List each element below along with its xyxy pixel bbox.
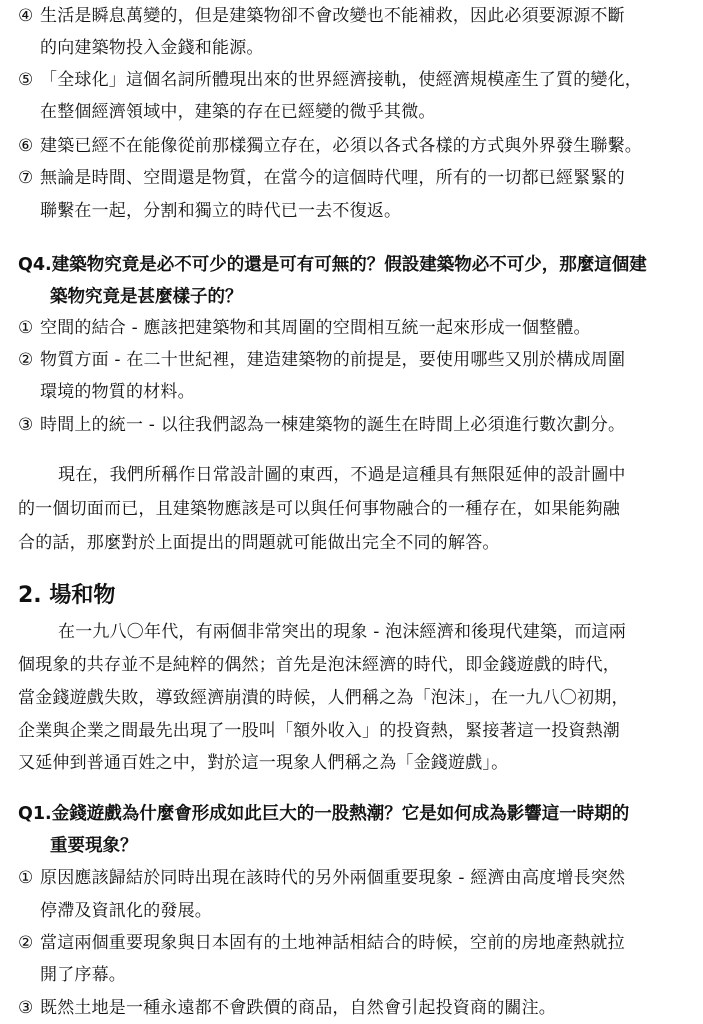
list-item-4 <box>18 4 625 28</box>
q4-item-2 <box>18 348 625 372</box>
question-q4: Q4.建築物究竟是必不可少的還是可有可無的？假設建築物必不可少，那麼這個建 <box>18 255 647 275</box>
list-item-6 <box>18 134 642 158</box>
q1-item-2-cont: 開了序幕。 <box>40 965 126 985</box>
q1-item-1-cont: 停滯及資訊化的發展。 <box>40 901 212 921</box>
item-number: ① <box>18 318 34 338</box>
item-text: 空間的結合 - 應該把建築物和其周圍的空間相互統一起來形成一個整體。 <box>40 318 591 338</box>
question-q1: Q1.金錢遊戲為什麼會形成如此巨大的一股熱潮？它是如何成為影響這一時期的 <box>18 804 630 824</box>
q4-item-3 <box>18 413 625 437</box>
item-text: 「全球化」這個名詞所體現出來的世界經濟接軌，使經濟規模產生了質的變化， <box>40 70 642 90</box>
paragraph-line: 在一九八〇年代，有兩個非常突出的現象 - 泡沫經濟和後現代建築，而這兩 <box>58 622 626 642</box>
paragraph-line: 又延伸到普通百姓之中，對於這一現象人們稱之為「金錢遊戲」。 <box>18 753 509 773</box>
item-number: ① <box>18 868 34 888</box>
list-item-7-cont: 聯繫在一起，分割和獨立的時代已一去不復返。 <box>40 201 402 221</box>
paragraph-line: 企業與企業之間最先出現了一股叫「額外收入」的投資熱，緊接著這一投資熱潮 <box>18 721 620 741</box>
item-text: 既然土地是一種永遠都不會跌價的商品，自然會引起投資商的關注。 <box>40 998 556 1018</box>
q1-item-1 <box>18 866 625 890</box>
q1-item-2 <box>18 931 625 955</box>
list-item-5-cont: 在整個經濟領域中，建築的存在已經變的微乎其微。 <box>40 102 436 122</box>
item-text: 生活是瞬息萬變的，但是建築物卻不會改變也不能補救，因此必須要源源不斷 <box>40 6 625 26</box>
paragraph-line: 個現象的共存並不是純粹的偶然；首先是泡沫經濟的時代，即金錢遊戲的時代， <box>18 655 620 675</box>
item-text: 無論是時間、空間還是物質，在當今的這個時代哩，所有的一切都已經緊緊的 <box>40 168 625 188</box>
item-number: ⑦ <box>18 168 34 188</box>
q1-item-3 <box>18 996 556 1020</box>
item-text: 物質方面 - 在二十世紀裡，建造建築物的前提是，要使用哪些又別於構成周圍 <box>40 350 626 370</box>
item-number: ③ <box>18 415 34 435</box>
question-q4-cont: 築物究竟是甚麼樣子的？ <box>50 287 243 307</box>
q4-item-2-cont: 環境的物質的材料。 <box>40 382 195 402</box>
item-number: ② <box>18 933 34 953</box>
paragraph-line: 當金錢遊戲失敗，導致經濟崩潰的時候，人們稱之為「泡沫」，在一九八〇初期， <box>18 688 629 708</box>
item-number: ② <box>18 350 34 370</box>
list-item-7 <box>18 166 625 190</box>
item-text: 原因應該歸結於同時出現在該時代的另外兩個重要現象 - 經濟由高度增長突然 <box>40 868 626 888</box>
list-item-5 <box>18 68 642 92</box>
item-number: ⑥ <box>18 136 34 156</box>
list-item-4-cont: 的向建築物投入金錢和能源。 <box>40 38 264 58</box>
paragraph-line: 合的話，那麼對於上面提出的問題就可能做出完全不同的解答。 <box>18 533 500 553</box>
item-text: 建築已經不在能像從前那樣獨立存在，必須以各式各樣的方式與外界發生聯繫。 <box>40 136 642 156</box>
question-q1-cont: 重要現象？ <box>50 836 138 856</box>
item-text: 當這兩個重要現象與日本固有的土地神話相結合的時候，空前的房地產熱就拉 <box>40 933 625 953</box>
item-number: ③ <box>18 998 34 1018</box>
paragraph-line: 現在，我們所稱作日常設計圖的東西，不過是這種具有無限延伸的設計圖中 <box>58 465 626 485</box>
item-text: 時間上的統一 - 以往我們認為一棟建築物的誕生在時間上必須進行數次劃分。 <box>40 415 626 435</box>
item-number: ④ <box>18 6 34 26</box>
item-number: ⑤ <box>18 70 34 90</box>
q4-item-1 <box>18 316 591 340</box>
section-heading: 2. 場和物 <box>18 583 116 608</box>
paragraph-line: 的一個切面而已，且建築物應該是可以與任何事物融合的一種存在，如果能夠融 <box>18 499 620 519</box>
